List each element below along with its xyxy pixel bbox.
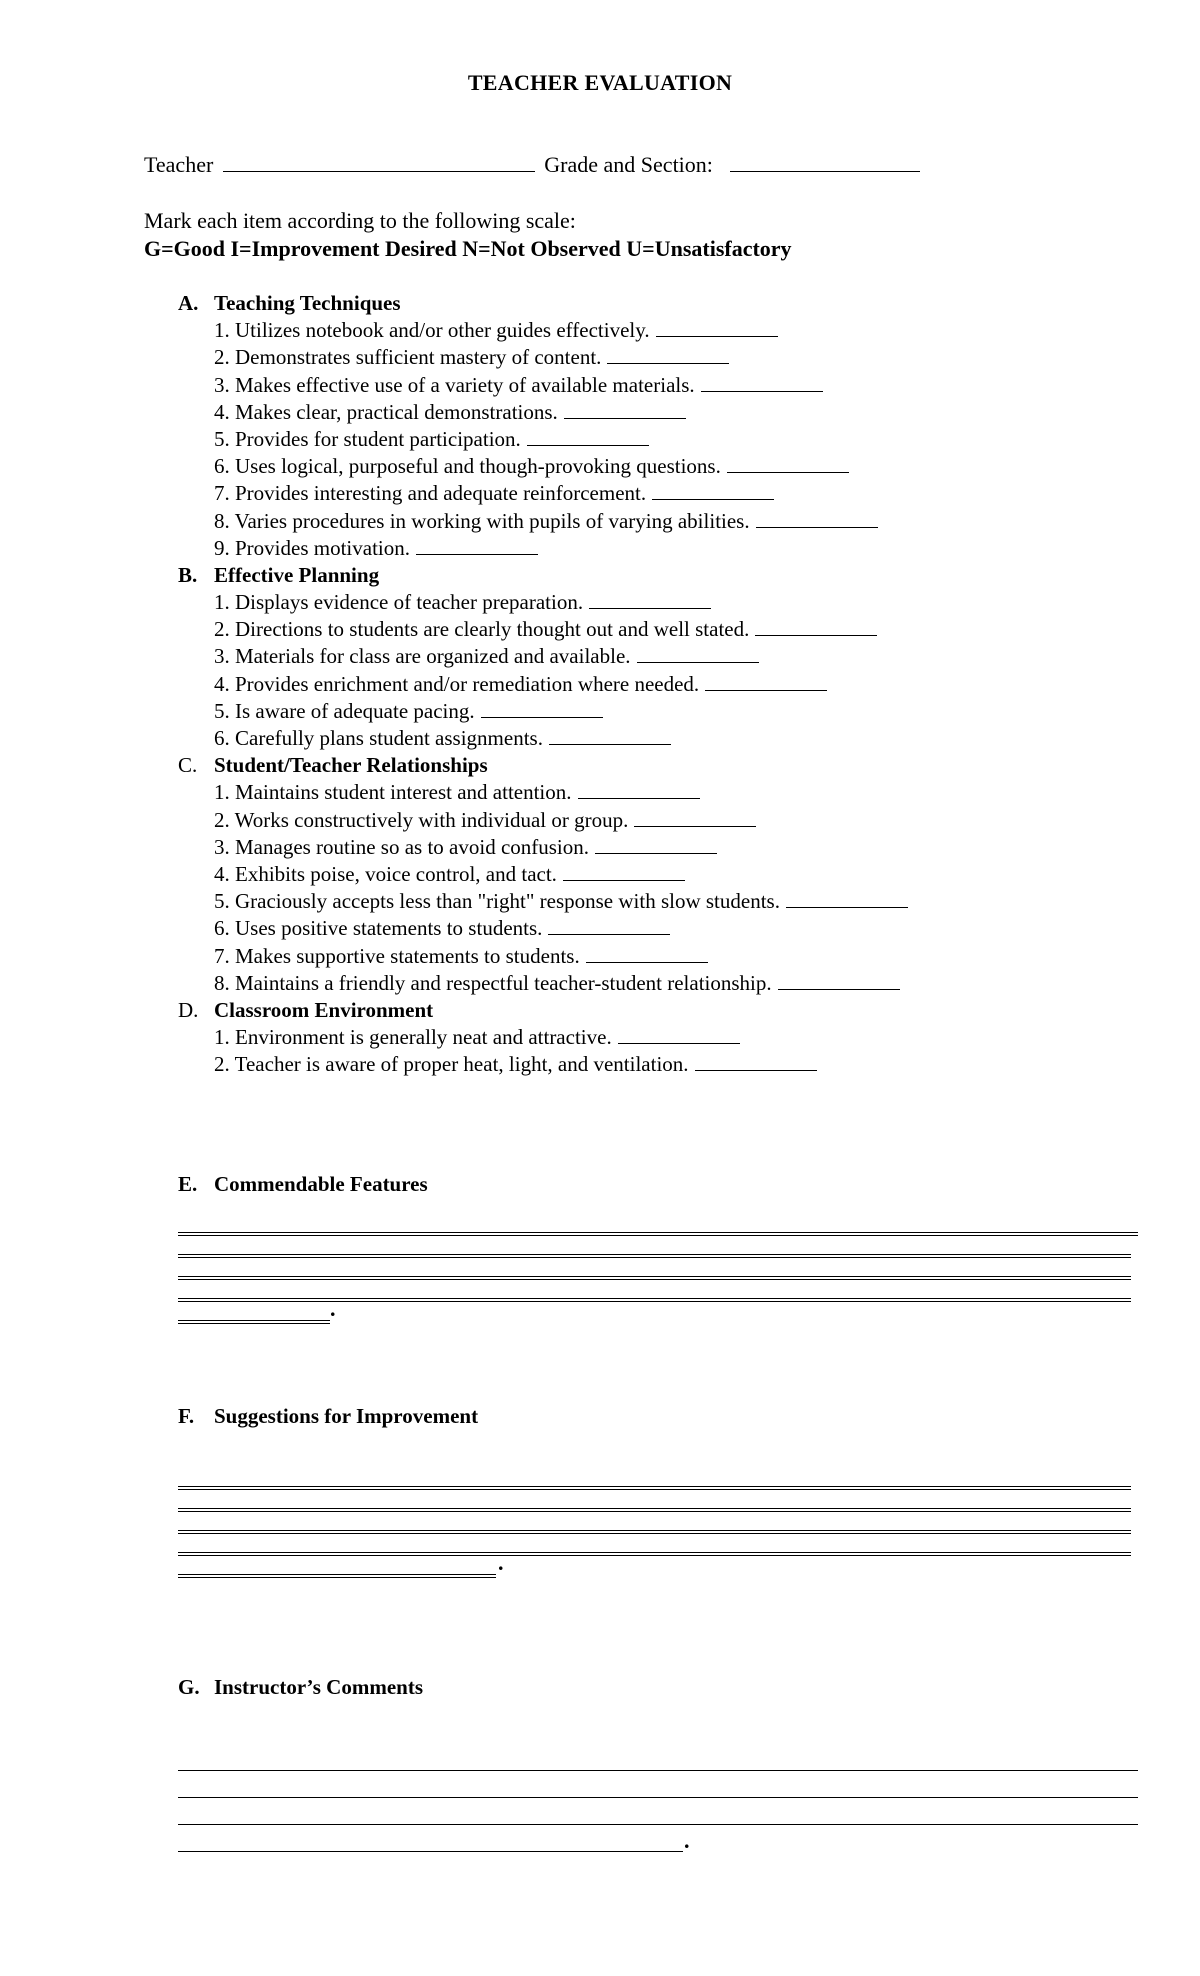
section-c-heading — [178, 752, 1078, 779]
writing-line — [178, 1254, 1131, 1258]
rating-field[interactable] — [595, 837, 717, 854]
item-text: 3. Materials for class are organized and available. — [214, 644, 631, 669]
item-text: 1. Utilizes notebook and/or other guides effectively. — [214, 318, 650, 343]
section-title: Commendable Features — [214, 1172, 428, 1196]
criteria-item — [178, 915, 1078, 942]
section-letter: E. — [178, 1172, 198, 1196]
item-text: 7. Provides interesting and adequate reinforcement. — [214, 481, 647, 506]
rating-field[interactable] — [695, 1054, 817, 1071]
section-title: Suggestions for Improvement — [214, 1404, 479, 1428]
item-text: 6. Uses positive statements to students. — [214, 916, 543, 941]
rating-field[interactable] — [607, 347, 729, 364]
criteria-item — [178, 671, 1078, 698]
criteria-item — [178, 426, 1078, 453]
item-text: 5. Is aware of adequate pacing. — [214, 698, 475, 723]
line-end-period: . — [498, 1550, 504, 1575]
section-a-heading — [178, 290, 1078, 317]
criteria-item — [178, 616, 1078, 643]
item-text: 6. Uses logical, purposeful and though-provoking questions. — [214, 454, 721, 479]
teacher-label: Teacher — [144, 152, 214, 177]
section-letter: G. — [178, 1675, 200, 1699]
criteria-item — [178, 970, 1078, 997]
rating-field[interactable] — [756, 511, 878, 528]
section-title: Effective Planning — [214, 562, 380, 587]
section-b-heading — [178, 562, 1078, 589]
rating-field[interactable] — [634, 810, 756, 827]
section-d-heading — [178, 997, 1078, 1024]
commendable-features-field[interactable] — [178, 1232, 1138, 1322]
rating-field[interactable] — [586, 946, 708, 963]
section-letter: B. — [178, 562, 198, 587]
writing-line — [178, 1851, 683, 1852]
writing-line — [178, 1530, 1131, 1534]
section-letter: F. — [178, 1404, 195, 1428]
rating-field[interactable] — [618, 1027, 740, 1044]
item-text: 1. Environment is generally neat and attractive. — [214, 1025, 612, 1050]
item-text: 3. Makes effective use of a variety of available materials. — [214, 372, 695, 397]
criteria-item — [178, 480, 1078, 507]
criteria-item — [178, 508, 1078, 535]
section-title: Instructor’s Comments — [214, 1675, 423, 1699]
criteria-item — [178, 589, 1078, 616]
writing-line — [178, 1797, 1138, 1798]
grade-section-field[interactable] — [730, 153, 920, 172]
criteria-item — [178, 943, 1078, 970]
criteria-item — [178, 779, 1078, 806]
writing-line — [178, 1770, 1138, 1771]
item-text: 1. Maintains student interest and attention. — [214, 780, 572, 805]
item-text: 7. Makes supportive statements to students. — [214, 943, 580, 968]
section-title: Student/Teacher Relationships — [214, 753, 488, 778]
criteria-item — [178, 698, 1078, 725]
rating-field[interactable] — [548, 918, 670, 935]
item-text: 4. Exhibits poise, voice control, and tact. — [214, 861, 557, 886]
item-text: 5. Provides for student participation. — [214, 426, 521, 451]
rating-field[interactable] — [589, 592, 711, 609]
item-text: 8. Maintains a friendly and respectful teacher-student relationship. — [214, 970, 772, 995]
criteria-item — [178, 888, 1078, 915]
page-title: TEACHER EVALUATION — [467, 70, 733, 95]
criteria-list — [178, 290, 1078, 1078]
writing-line — [178, 1486, 1131, 1490]
suggestions-field[interactable] — [178, 1486, 1138, 1576]
section-title: Classroom Environment — [214, 997, 434, 1022]
writing-line — [178, 1574, 496, 1578]
section-letter: D. — [178, 997, 199, 1022]
criteria-item — [178, 807, 1078, 834]
line-end-period: . — [684, 1828, 690, 1853]
item-text: 2. Works constructively with individual or group. — [214, 807, 629, 832]
item-text: 2. Directions to students are clearly thought out and well stated. — [214, 617, 750, 642]
item-text: 1. Displays evidence of teacher preparation. — [214, 590, 584, 615]
writing-line — [178, 1320, 330, 1324]
criteria-item — [178, 372, 1078, 399]
item-text: 2. Demonstrates sufficient mastery of content. — [214, 345, 602, 370]
instructor-comments-field[interactable] — [178, 1770, 1138, 1860]
writing-line — [178, 1298, 1131, 1302]
rating-field[interactable] — [563, 864, 685, 881]
criteria-item — [178, 453, 1078, 480]
rating-field[interactable] — [549, 728, 671, 745]
writing-line — [178, 1508, 1131, 1512]
section-f-heading — [178, 1404, 478, 1429]
grade-section-label: Grade and Section: — [544, 152, 713, 177]
writing-line — [178, 1552, 1131, 1556]
writing-line — [178, 1276, 1131, 1280]
criteria-item — [178, 399, 1078, 426]
line-end-period: . — [330, 1296, 336, 1321]
section-e-heading — [178, 1172, 428, 1197]
criteria-item — [178, 1051, 1078, 1078]
rating-field[interactable] — [527, 429, 649, 446]
section-g-heading — [178, 1675, 423, 1700]
rating-field[interactable] — [755, 619, 877, 636]
rating-field[interactable] — [727, 456, 849, 473]
item-text: 6. Carefully plans student assignments. — [214, 726, 543, 750]
scale-intro: Mark each item according to the following scale: — [144, 208, 576, 233]
rating-field[interactable] — [786, 891, 908, 908]
rating-field[interactable] — [637, 646, 759, 663]
rating-field[interactable] — [578, 782, 700, 799]
rating-field[interactable] — [564, 402, 686, 419]
item-text: 2. Teacher is aware of proper heat, light, and ventilation. — [214, 1052, 689, 1077]
criteria-item — [178, 861, 1078, 888]
writing-line — [178, 1824, 1138, 1825]
writing-line — [178, 1232, 1138, 1236]
rating-field[interactable] — [416, 538, 538, 555]
rating-field[interactable] — [656, 320, 778, 337]
criteria-item — [178, 1024, 1078, 1051]
rating-field[interactable] — [778, 973, 900, 990]
item-text: 4. Provides enrichment and/or remediation where needed. — [214, 671, 700, 696]
rating-field[interactable] — [652, 483, 774, 500]
section-title: Teaching Techniques — [214, 291, 401, 315]
criteria-item — [178, 643, 1078, 670]
criteria-item — [178, 834, 1078, 861]
header-row — [144, 152, 924, 178]
section-letter: A. — [178, 291, 199, 315]
criteria-item — [178, 535, 1078, 562]
rating-field[interactable] — [705, 674, 827, 691]
criteria-item — [178, 344, 1078, 371]
item-text: 3. Manages routine so as to avoid confusion. — [214, 834, 590, 859]
criteria-item — [178, 725, 1078, 752]
teacher-name-field[interactable] — [223, 153, 535, 172]
criteria-item — [178, 317, 1078, 344]
item-text: 9. Provides motivation. — [214, 535, 410, 560]
rating-field[interactable] — [481, 701, 603, 718]
scale-key: G=Good I=Improvement Desired N=Not Observed U=Unsatisfactory — [144, 236, 792, 261]
item-text: 4. Makes clear, practical demonstrations. — [214, 399, 558, 424]
section-letter: C. — [178, 753, 198, 778]
rating-field[interactable] — [701, 375, 823, 392]
item-text: 8. Varies procedures in working with pupils of varying abilities. — [214, 508, 750, 533]
item-text: 5. Graciously accepts less than "right" response with slow students. — [214, 889, 780, 914]
